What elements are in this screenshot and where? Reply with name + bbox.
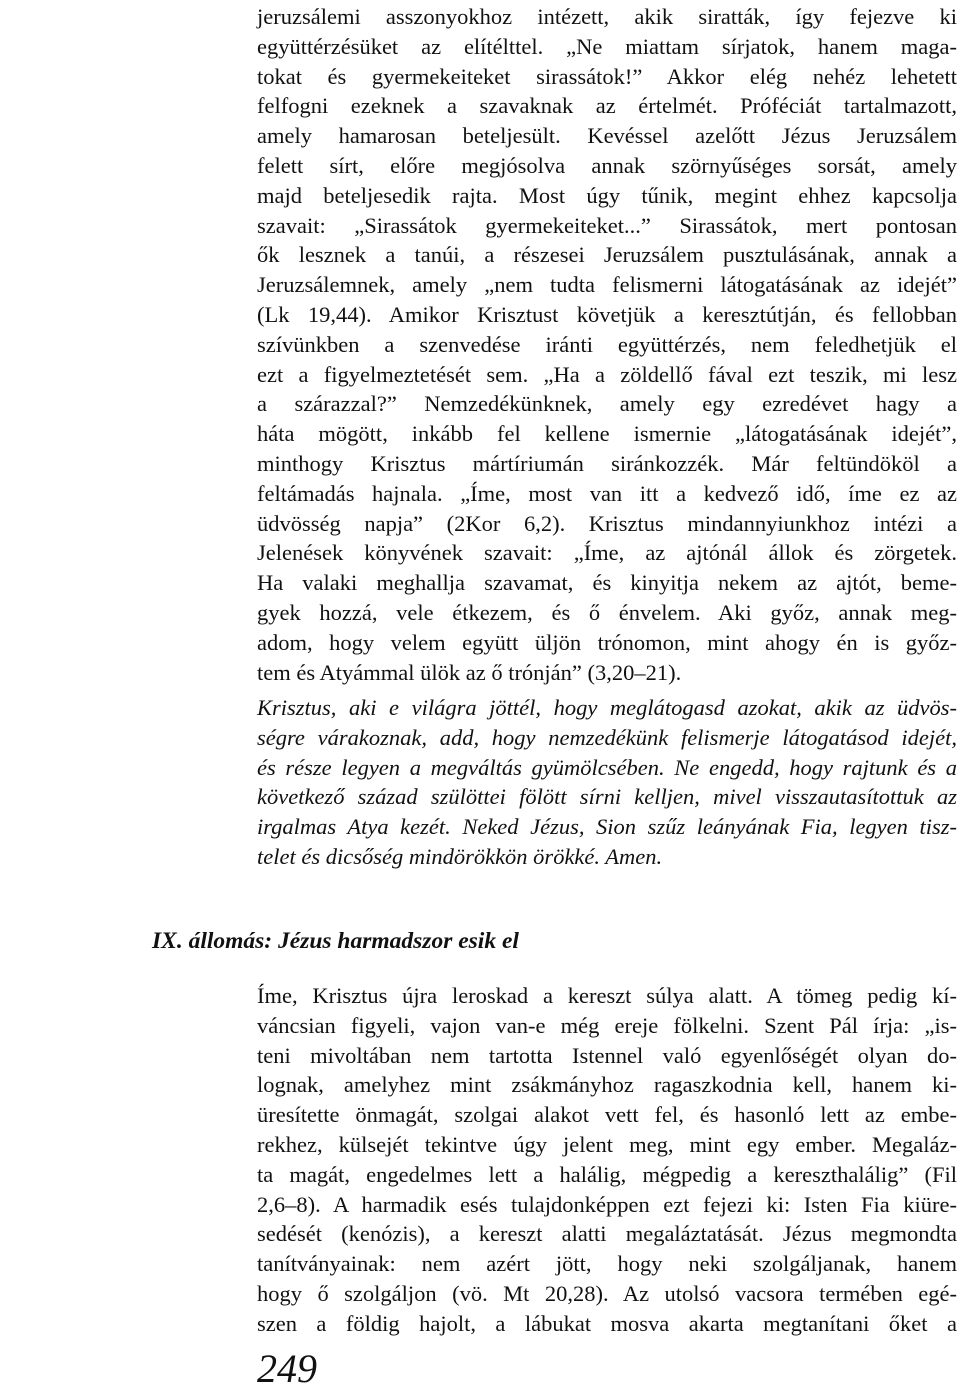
text-line: ta magát, engedelmes lett a halálig, mégpedig a kereszthalálig” (Fil [257, 1161, 957, 1187]
text-line: ők lesznek a tanúi, a részesei Jeruzsálem pusztulásának, annak a [257, 242, 957, 268]
text-line: felfogni ezeknek a szavaknak az értelmét. Próféciát tartalmazott, [257, 93, 957, 119]
prayer-line: ségre várakoznak, add, hogy nemzedékünk felismerje látogatásod idejét, [257, 724, 957, 750]
text-line: hogy ő szolgáljon (vö. Mt 20,28). Az utolsó vacsora termében egé- [257, 1280, 957, 1306]
text-line: amely hamarosan beteljesült. Kevéssel azelőtt Jézus Jeruzsálem [257, 123, 957, 149]
text-line: minthogy Krisztus mártíriumán siránkozzék. Már feltündököl a [257, 450, 957, 476]
text-line: üdvösség napja” (2Kor 6,2). Krisztus mindannyiunkhoz intézi a [257, 510, 957, 536]
text-line: tokat és gyermekeiteket sirassátok!” Akkor elég nehéz lehetett [257, 63, 957, 89]
paragraph-continuation [257, 2, 957, 687]
prayer-line: Krisztus, aki e világra jöttél, hogy meglátogasd azokat, akik az üdvös- [257, 695, 957, 720]
text-line: tanítványainak: nem azért jött, hogy neki szolgáljanak, hanem [257, 1251, 957, 1277]
text-line: Íme, Krisztus újra leroskad a kereszt súlya alatt. A tömeg pedig kí- [257, 983, 957, 1008]
text-line: a szárazzal?” Nemzedékünknek, amely egy ezredévet hagy a [257, 391, 957, 417]
text-line: Jeruzsálemnek, amely „nem tudta felismerni látogatásának az idejét” [257, 272, 957, 298]
text-line: feltámadás hajnala. „Íme, most van itt a kedvező idő, íme ez az [257, 480, 957, 506]
prayer-line: telet és dicsőség mindörökkön örökké. Amen. [257, 843, 663, 869]
text-line: háta mögött, inkább fel kellene ismernie „látogatásának idejét”, [257, 421, 957, 447]
text-line: sedését (kenózis), a kereszt alatti megaláztatását. Jézus megmondta [257, 1221, 957, 1247]
text-line: majd beteljesedik rajta. Most úgy tűnik, megint ehhez kapcsolja [257, 182, 957, 208]
text-line: Jelenések könyvének szavait: „Íme, az ajtónál állok és zörgetek. [257, 540, 957, 566]
text-line: együttérzésüket az elítélttel. „Ne miattam sírjatok, hanem maga- [257, 33, 957, 59]
text-line: szívünkben a szenvedése iránti együttérzés, nem feledhetjük el [257, 331, 957, 357]
text-line: szen a földig hajolt, a lábukat mosva akarta megtanítani őket a [257, 1310, 957, 1336]
text-line: üresítette önmagát, szolgai alakot vett fel, és hasonló lett az embe- [257, 1102, 957, 1128]
text-line: (Lk 19,44). Amikor Krisztust követjük a keresztútján, és fellobban [257, 301, 957, 327]
station-paragraph [257, 981, 957, 1339]
text-line: váncsian figyeli, vajon van-e még ereje fölkelni. Szent Pál írja: „is- [257, 1012, 957, 1038]
text-line: szavait: „Sirassátok gyermekeiteket...” Sirassátok, mert pontosan [257, 212, 957, 238]
text-line: Ha valaki meghallja szavamat, és kinyitja nekem az ajtót, beme- [257, 570, 957, 596]
prayer-line: következő század szülöttei fölött sírni kelljen, mivel visszautasítottuk az [257, 784, 957, 810]
text-line: rekhez, külsejét tekintve úgy jelent meg, mint egy ember. Megaláz- [257, 1131, 957, 1157]
text-line: ezt a figyelmeztetését sem. „Ha a zöldellő fával ezt teszik, mi lesz [257, 361, 957, 387]
station-heading: IX. állomás: Jézus harmadszor esik el [152, 928, 519, 954]
text-line: jeruzsálemi asszonyokhoz intézett, akik siratták, így fejezve ki [257, 4, 957, 29]
text-line: gyek hozzá, vele étkezem, és ő énvelem. Aki győz, annak meg- [257, 599, 957, 625]
text-line: tem és Atyámmal ülök az ő trónján” (3,20–21). [257, 659, 682, 685]
text-line: 2,6–8). A harmadik esés tulajdonképpen ezt fejezi ki: Isten Fia kiüre- [257, 1191, 957, 1217]
prayer-line: és része legyen a megváltás gyümölcsében. Ne engedd, hogy rajtunk és a [257, 754, 957, 780]
prayer-line: irgalmas Atya kezét. Neked Jézus, Sion szűz leányának Fia, legyen tisz- [257, 814, 957, 840]
prayer-paragraph [257, 693, 957, 872]
text-line: felett sírt, előre megjósolva annak szörnyűséges sorsát, amely [257, 152, 957, 178]
text-line: teni mivoltában nem tartotta Istennel való egyenlőségét olyan do- [257, 1042, 957, 1068]
text-line: adom, hogy velem együtt üljön trónomon, mint ahogy én is győz- [257, 629, 957, 655]
text-line: lognak, amelyhez mint zsákmányhoz ragaszkodnia kell, hanem ki- [257, 1072, 957, 1098]
page-number: 249 [257, 1346, 317, 1391]
